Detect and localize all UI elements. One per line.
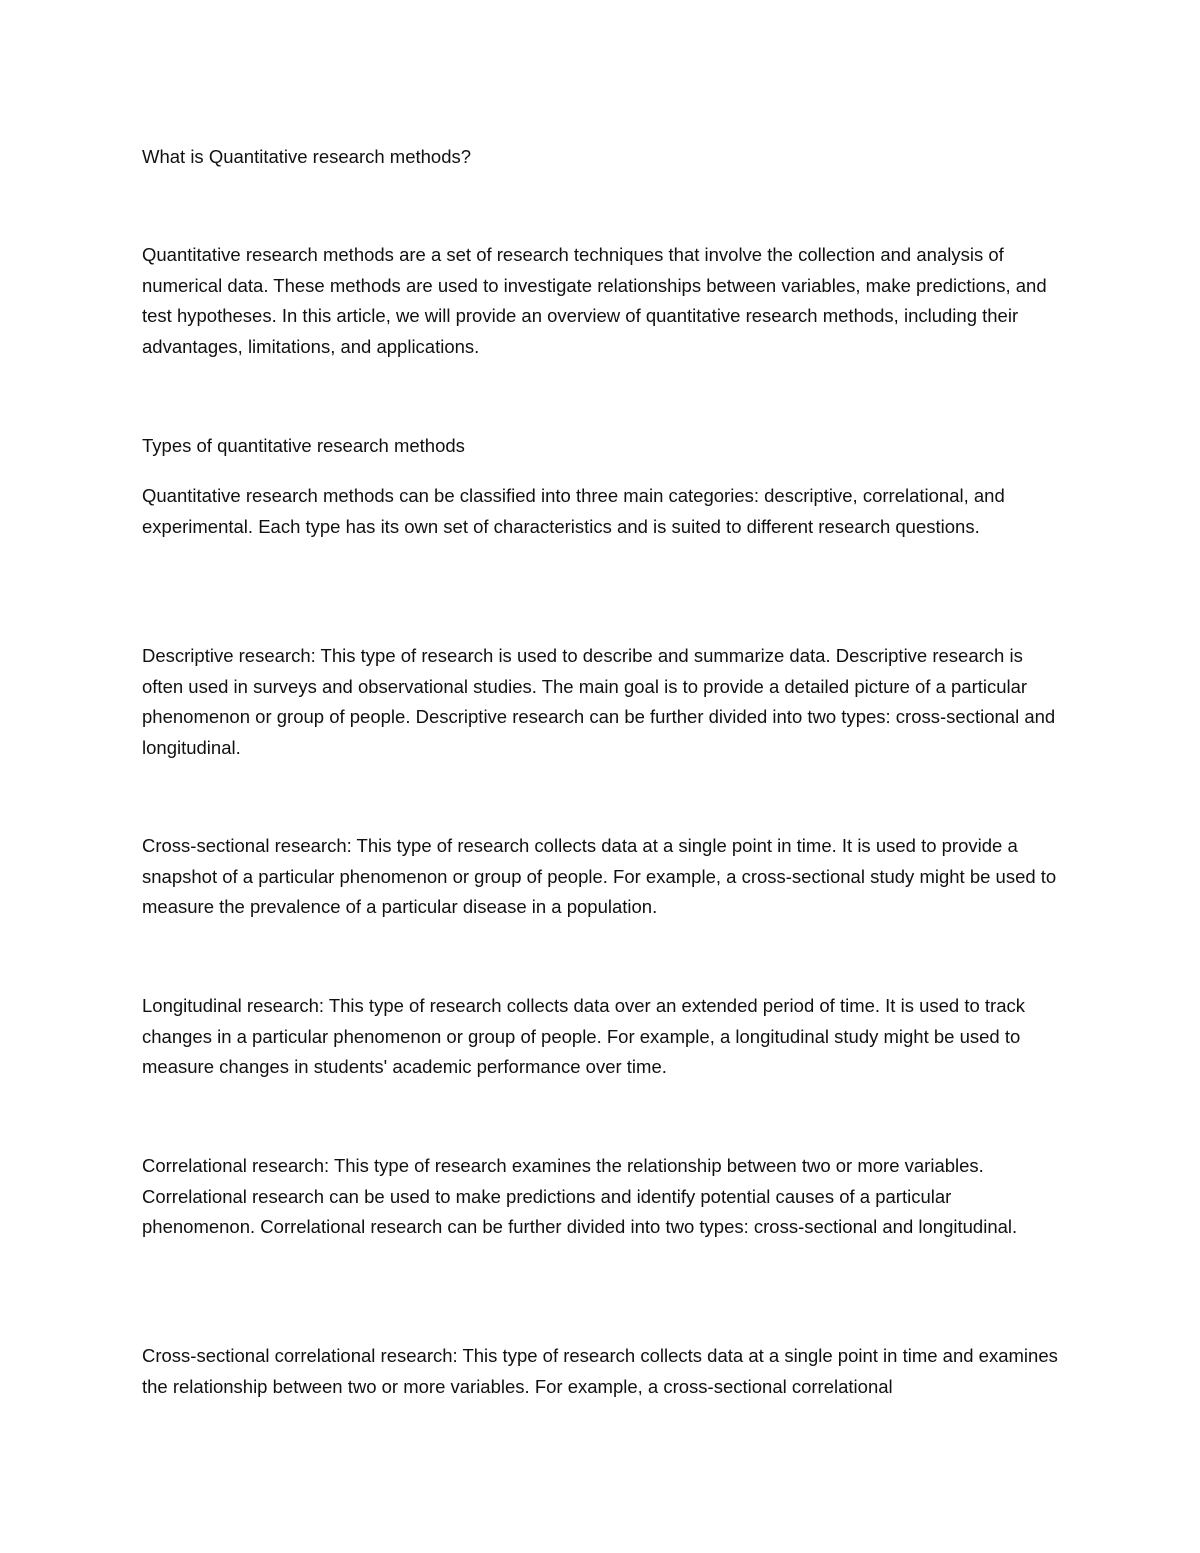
cross-sectional-correlational-paragraph: Cross-sectional correlational research: This type of research collects data at a single point in time and examines the relationship between two or more variables. For example, a cross-sectional correlational <box>142 1345 1058 1397</box>
intro-paragraph: Quantitative research methods are a set of research techniques that involve the collection and analysis of numerical data. These methods are used to investigate relationships between variables, make predictions, and test hypotheses. In this article, we will provide an overview of quantitative research methods, including their advantages, limitations, and applications. <box>142 244 1047 357</box>
cross-sectional-paragraph: Cross-sectional research: This type of research collects data at a single point in time. It is used to provide a snapshot of a particular phenomenon or group of people. For example, a cross-sectional study might be used to measure the prevalence of a particular disease in a population. <box>142 835 1057 917</box>
document-heading: What is Quantitative research methods? <box>142 146 472 167</box>
longitudinal-paragraph: Longitudinal research: This type of research collects data over an extended period of time. It is used to track changes in a particular phenomenon or group of people. For example, a longitudinal study might be used to measure changes in students' academic performance over time. <box>142 995 1026 1077</box>
correlational-paragraph: Correlational research: This type of research examines the relationship between two or more variables. Correlational research can be used to make predictions and identify potential causes of a particular phenomenon. Correlational research can be further divided into two types: cross-sectional and longitudinal. <box>142 1155 1018 1237</box>
types-heading: Types of quantitative research methods <box>142 435 465 456</box>
descriptive-paragraph: Descriptive research: This type of research is used to describe and summarize data. Descriptive research is often used in surveys and observational studies. The main goal is to provide a detailed picture of a particular phenomenon or group of people. Descriptive research can be further divided into two types: cross-sectional and longitudinal. <box>142 645 1056 758</box>
types-paragraph: Quantitative research methods can be classified into three main categories: descriptive, correlational, and experimental. Each type has its own set of characteristics and is suited to different research questions. <box>142 485 1005 537</box>
